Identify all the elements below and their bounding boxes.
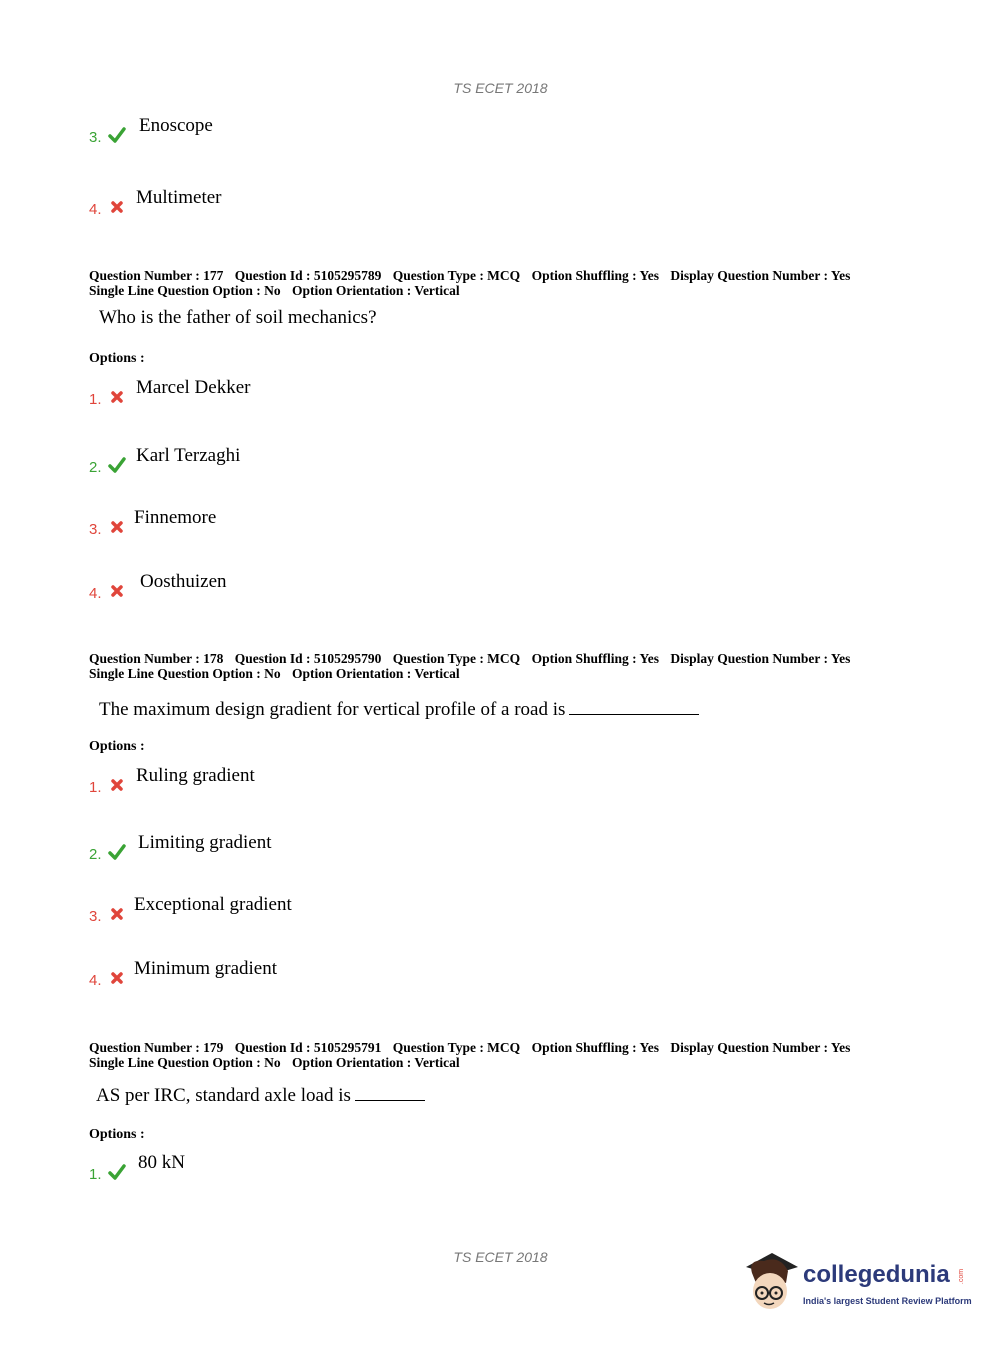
meta-option-shuffling: Option Shuffling : Yes xyxy=(531,651,659,666)
cross-icon xyxy=(108,582,126,600)
meta-display-number: Display Question Number : Yes xyxy=(670,268,851,283)
option-text: Finnemore xyxy=(134,507,217,528)
options-label: Options : xyxy=(89,1127,145,1142)
question-meta xyxy=(89,651,929,681)
page-header: TS ECET 2018 xyxy=(453,80,548,96)
option-number: 3. xyxy=(89,908,102,925)
option-item xyxy=(89,571,689,611)
option-number: 1. xyxy=(89,779,102,796)
option-text: Minimum gradient xyxy=(134,958,278,979)
option-number: 4. xyxy=(89,585,102,602)
option-item xyxy=(89,445,689,485)
option-item xyxy=(89,187,689,227)
option-text: Ruling gradient xyxy=(136,765,255,786)
cross-icon xyxy=(108,776,126,794)
option-number: 3. xyxy=(89,521,102,538)
option-item xyxy=(89,115,689,155)
meta-question-number: Question Number : 179 xyxy=(89,1040,224,1055)
check-icon xyxy=(108,1163,126,1181)
cross-icon xyxy=(108,905,126,923)
check-icon xyxy=(108,456,126,474)
option-number: 2. xyxy=(89,846,102,863)
option-item xyxy=(89,958,689,998)
meta-display-number: Display Question Number : Yes xyxy=(670,651,851,666)
option-text: Exceptional gradient xyxy=(134,894,292,915)
meta-orientation: Option Orientation : Vertical xyxy=(292,666,460,681)
meta-single-line: Single Line Question Option : No xyxy=(89,283,281,298)
question-text-body: The maximum design gradient for vertical profile of a road is xyxy=(99,699,566,720)
meta-orientation: Option Orientation : Vertical xyxy=(292,283,460,298)
check-icon xyxy=(108,126,126,144)
option-number: 4. xyxy=(89,201,102,218)
mascot-icon xyxy=(742,1249,802,1319)
meta-single-line: Single Line Question Option : No xyxy=(89,666,281,681)
question-text: Who is the father of soil mechanics? xyxy=(99,307,377,328)
cross-icon xyxy=(108,198,126,216)
page-footer: TS ECET 2018 xyxy=(453,1249,548,1265)
option-item xyxy=(89,1152,689,1192)
meta-question-type: Question Type : MCQ xyxy=(392,651,521,666)
option-item xyxy=(89,377,689,417)
option-number: 4. xyxy=(89,972,102,989)
option-item xyxy=(89,507,689,547)
question-text-body: AS per IRC, standard axle load is xyxy=(96,1085,351,1106)
option-number: 3. xyxy=(89,129,102,146)
meta-question-id: Question Id : 5105295789 xyxy=(234,268,382,283)
option-item xyxy=(89,894,689,934)
question-text xyxy=(99,695,699,721)
meta-question-number: Question Number : 178 xyxy=(89,651,224,666)
option-text: 80 kN xyxy=(138,1152,185,1173)
option-number: 2. xyxy=(89,459,102,476)
check-icon xyxy=(108,843,126,861)
option-text: Enoscope xyxy=(139,115,213,136)
option-text: Multimeter xyxy=(136,187,222,208)
option-text: Karl Terzaghi xyxy=(136,445,241,466)
meta-question-number: Question Number : 177 xyxy=(89,268,224,283)
question-meta xyxy=(89,1040,929,1070)
meta-question-type: Question Type : MCQ xyxy=(392,268,521,283)
cross-icon xyxy=(108,518,126,536)
meta-orientation: Option Orientation : Vertical xyxy=(292,1055,460,1070)
cross-icon xyxy=(108,969,126,987)
option-text: Limiting gradient xyxy=(138,832,272,853)
option-text: Oosthuizen xyxy=(140,571,227,592)
option-item xyxy=(89,765,689,805)
option-number: 1. xyxy=(89,1166,102,1183)
meta-question-type: Question Type : MCQ xyxy=(392,1040,521,1055)
logo-suffix: .com xyxy=(958,1268,966,1285)
question-text xyxy=(96,1081,425,1107)
cross-icon xyxy=(108,388,126,406)
answer-blank xyxy=(569,695,699,715)
meta-option-shuffling: Option Shuffling : Yes xyxy=(531,1040,659,1055)
meta-display-number: Display Question Number : Yes xyxy=(670,1040,851,1055)
collegedunia-logo xyxy=(742,1249,972,1319)
meta-question-id: Question Id : 5105295791 xyxy=(234,1040,382,1055)
option-item xyxy=(89,832,689,872)
options-label: Options : xyxy=(89,351,145,366)
answer-blank xyxy=(355,1081,425,1101)
meta-question-id: Question Id : 5105295790 xyxy=(234,651,382,666)
options-label: Options : xyxy=(89,739,145,754)
logo-name: collegedunia xyxy=(803,1261,950,1288)
logo-tagline: India's largest Student Review Platform xyxy=(803,1296,972,1306)
meta-single-line: Single Line Question Option : No xyxy=(89,1055,281,1070)
option-text: Marcel Dekker xyxy=(136,377,251,398)
meta-option-shuffling: Option Shuffling : Yes xyxy=(531,268,659,283)
question-meta xyxy=(89,268,929,298)
option-number: 1. xyxy=(89,391,102,408)
